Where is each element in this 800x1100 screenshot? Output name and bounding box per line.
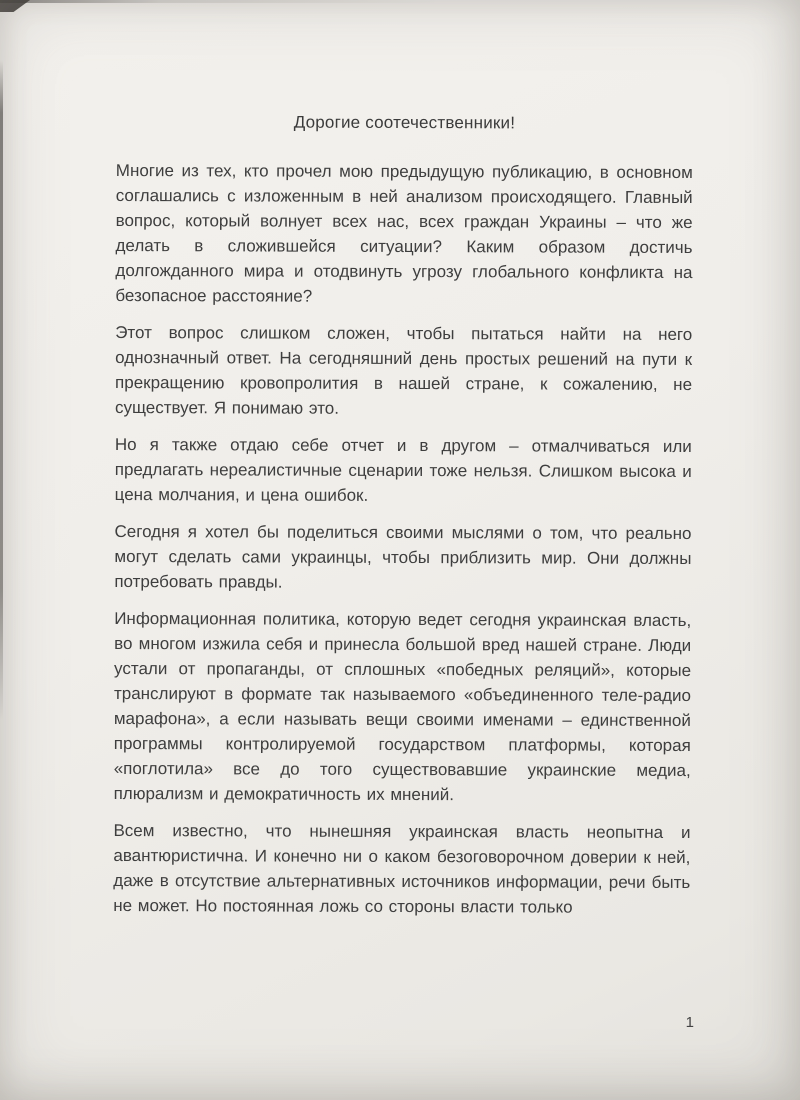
scan-top-edge-artifact	[0, 0, 800, 3]
paragraph-1: Многие из тех, кто прочел мою предыдущую публикацию, в основном соглашались с изложенным в ней анализом происходящего. Главный вопрос, который волнует всех нас, всех граждан Украины – что же делать в сложившейся ситуации? Каким образом достичь долгожданного мира и отодвинуть угрозу глобального конфликта на безопасное расстояние?	[115, 160, 693, 306]
document-title: Дорогие соотечественники!	[293, 112, 516, 133]
page-number: 1	[685, 1014, 694, 1031]
scan-left-edge-artifact	[0, 60, 3, 720]
paragraph-6: Всем известно, что нынешняя украинская власть неопытна и авантюристична. И конечно ни о каком безоговорочном доверии к ней, даже в отсутствие альтернативных источников информации, речи быть не может. Но постоянная ложь со стороны власти только	[113, 820, 691, 917]
paragraph-4: Сегодня я хотел бы поделиться своими мыслями о том, что реально могут сделать сами украинцы, чтобы приблизить мир. Они должны потребовать правды.	[114, 521, 692, 592]
paragraph-5: Информационная политика, которую ведет сегодня украинская власть, во многом изжила себя и принесла большой вред нашей стране. Люди устали от пропаганды, от сплошных «победных реляций», которые транслируют в формате так называемого «объединенного теле-радио марафона», а если называть вещи своими именами – единственной программы контролируемой государством платформы, которая «поглотила» все до того существовавшие украинские медиа, плюрализм и демократичность их мнений.	[113, 608, 692, 805]
scan-corner-artifact	[0, 0, 30, 12]
paragraph-2: Этот вопрос слишком сложен, чтобы пытаться найти на него однозначный ответ. На сегодняшний день простых решений на пути к прекращению кровопролития в нашей стране, к сожалению, не существует. Я понимаю это.	[114, 322, 693, 418]
paragraph-3: Но я также отдаю себе отчет и в другом – отмалчиваться или предлагать нереалистичные сценарии тоже нельзя. Слишком высока и цена молчания, и цена ошибок.	[114, 434, 692, 505]
document-content	[113, 112, 693, 920]
